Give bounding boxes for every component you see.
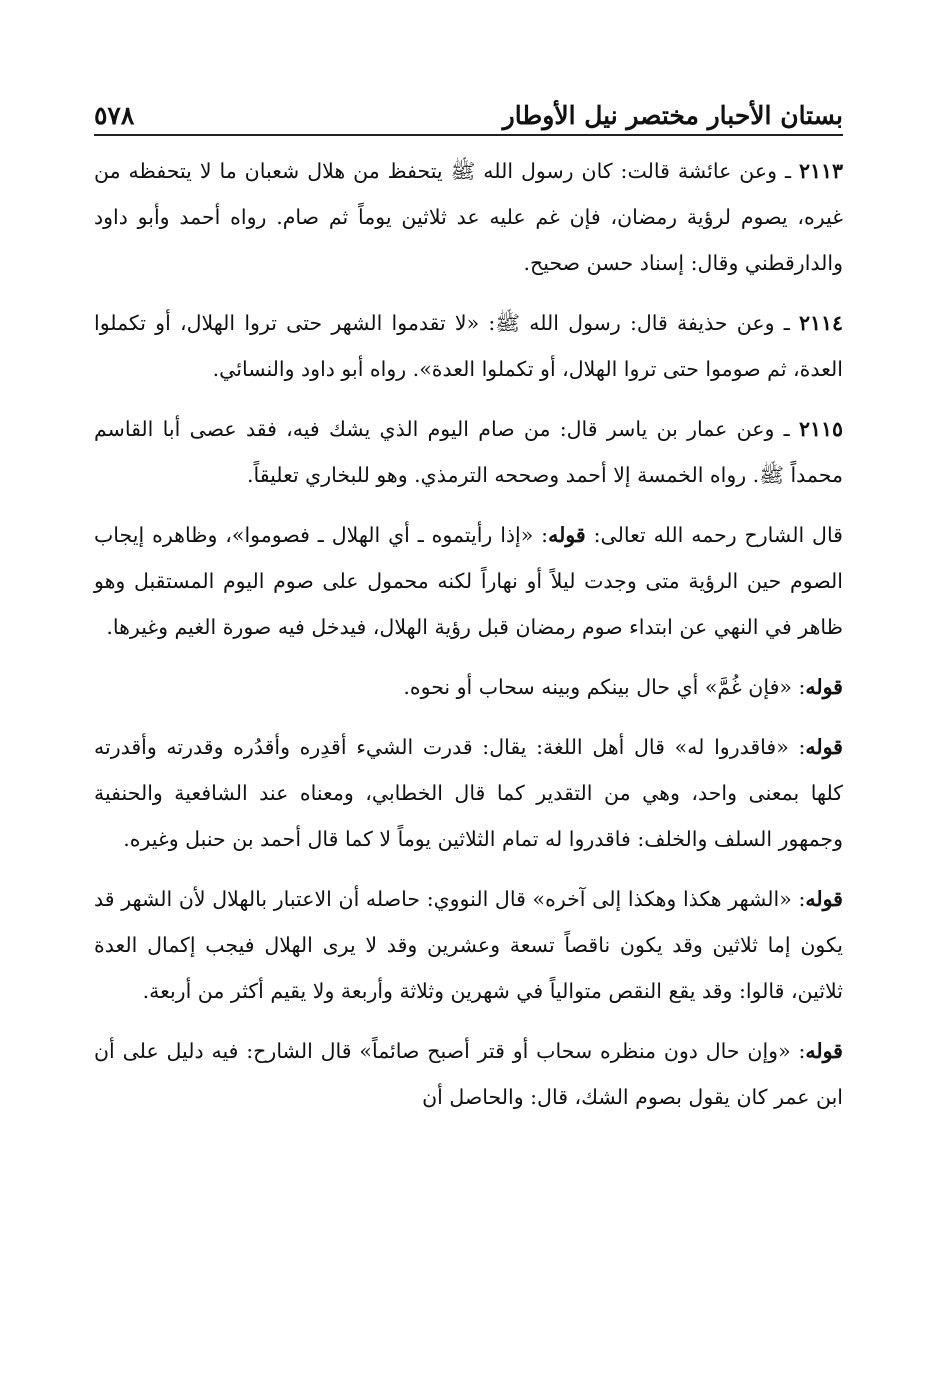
commentary-text: : «إذا رأيتموه ـ أي الهلال ـ فصوموا»، وظاهره إيجاب الصوم حين الرؤية متى وجدت ليلاً أو نهاراً لكنه محمول على صوم اليوم المستقبل وهو ظاهر في النهي عن ابتداء صوم رمضان قبل رؤية الهلال، فيدخل فيه صورة الغيم وغيرها.: [94, 523, 843, 639]
hadith-2115: [94, 406, 843, 498]
commentary-text: : «فإن غُمَّ» أي حال بينكم وبينه سحاب أو نحوه.: [403, 675, 806, 699]
commentary-sahab: [94, 1028, 843, 1120]
commentary-ghumma: [94, 664, 843, 710]
page-body: [94, 148, 843, 1134]
keyword-qawluh: قوله: [548, 523, 586, 547]
hadith-text: ـ وعن عائشة قالت: كان رسول الله ﷺ يتحفظ من هلال شعبان ما لا يتحفظه من غيره، يصوم لرؤية رمضان، فإن غم عليه عد ثلاثين يوماً ثم صام. رواه أحمد وأبو داود والدارقطني وقال: إسناد حسن صحيح.: [94, 159, 843, 275]
hadith-text: ـ وعن عمار بن ياسر قال: من صام اليوم الذي يشك فيه، فقد عصى أبا القاسم محمداً ﷺ. رواه الخمسة إلا أحمد وصححه الترمذي. وهو للبخاري تعليقاً.: [94, 417, 843, 487]
hadith-2114: [94, 300, 843, 392]
running-header: [94, 80, 843, 130]
keyword-qawluh: قوله: [805, 1039, 843, 1063]
hadith-text: ـ وعن حذيفة قال: رسول الله ﷺ: «لا تقدموا الشهر حتى تروا الهلال، أو تكملوا العدة، ثم صوموا حتى تروا الهلال، أو تكملوا العدة». رواه أبو داود والنسائي.: [94, 311, 843, 381]
commentary-lead: قال الشارح رحمه الله تعالى:: [585, 523, 843, 547]
commentary-intro: [94, 512, 843, 650]
hadith-number: ٢١١٣: [798, 159, 843, 183]
commentary-text: : «فاقدروا له» قال أهل اللغة: يقال: قدرت الشيء أقدِره وأقدُره وقدرته وأقدرته كلها بمعنى واحد، وهي من التقدير كما قال الخطابي، ومعناه عند الشافعية والحنفية وجمهور السلف والخلف: فاقدروا له تمام الثلاثين يوماً لا كما قال أحمد بن حنبل وغيره.: [94, 735, 843, 851]
hadith-2113: [94, 148, 843, 286]
commentary-text: : «وإن حال دون منظره سحاب أو قتر أصبح صائماً» قال الشارح: فيه دليل على أن ابن عمر كان يقول بصوم الشك، قال: والحاصل أن: [94, 1039, 843, 1109]
keyword-qawluh: قوله: [805, 735, 843, 759]
keyword-qawluh: قوله: [805, 675, 843, 699]
book-title: بستان الأحبار مختصر نيل الأوطار: [502, 101, 843, 130]
hadith-number: ٢١١٥: [798, 417, 843, 441]
header-rule: [94, 134, 843, 136]
commentary-text: : «الشهر هكذا وهكذا إلى آخره» قال النووي: حاصله أن الاعتبار بالهلال لأن الشهر قد يكون إما ثلاثين وقد يكون ناقصاً تسعة وعشرين وقد لا يرى الهلال فيجب إكمال العدة ثلاثين، قالوا: وقد يقع النقص متوالياً في شهرين وثلاثة وأربعة ولا يقيم أكثر من أربعة.: [94, 887, 843, 1003]
commentary-shahr: [94, 876, 843, 1014]
page-number: ٥٧٨: [94, 101, 135, 130]
keyword-qawluh: قوله: [805, 887, 843, 911]
hadith-number: ٢١١٤: [798, 311, 843, 335]
commentary-faqdiru: [94, 724, 843, 862]
